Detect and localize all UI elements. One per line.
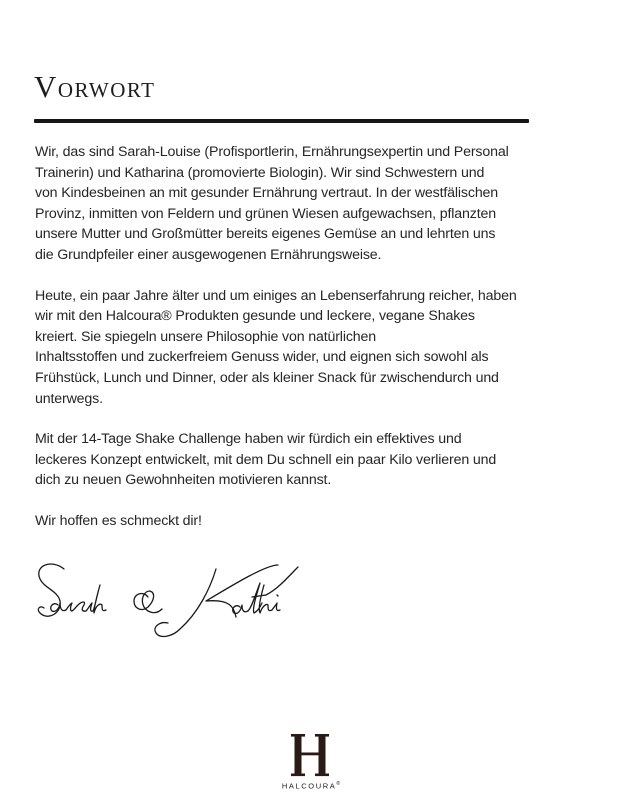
signature-word-athi (233, 583, 280, 613)
signature-flourish (266, 567, 298, 595)
text-line: Wir hoffen es schmeckt dir! (35, 512, 202, 529)
text-line: unterwegs. (35, 390, 103, 407)
text-line: wir mit den Halcoura® Produkten gesunde und leckere, vegane Shakes (35, 308, 475, 325)
text-line: dich zu neuen Gewohnheiten motivieren kannst. (35, 472, 332, 489)
text-line: Mit der 14-Tage Shake Challenge haben wir fürdich ein effektives und (35, 431, 462, 448)
text-line: Inhaltsstoffen und zuckerfreiem Genuss wider, und eignen sich sowohl als (35, 349, 489, 366)
text-line: Frühstück, Lunch und Dinner, oder als kleiner Snack für zwischendurch und (35, 369, 499, 386)
signature-sarah-kathi (30, 555, 300, 650)
logo-registered: ® (336, 781, 341, 787)
logo-brand: HALCOURA (281, 781, 337, 791)
text-line: von Kindesbeinen an mit gesunder Ernährung vertraut. In der westfälischen (35, 185, 499, 202)
page-title-rest: ORWORT (57, 78, 156, 102)
paragraph-closing (35, 511, 535, 532)
page-title-initial: V (34, 69, 58, 104)
text-line: Trainerin) und Katharina (promovierte Biologin). Wir sind Schwestern und (35, 164, 485, 181)
signature-ampersand (134, 591, 162, 613)
halcoura-h-mark (289, 733, 331, 777)
text-line: Provinz, inmitten von Feldern und grünen Wiesen aufgewachsen, pflanzten (35, 205, 496, 222)
text-line: die Grundpfeiler einer ausgewogenen Ernährungsweise. (35, 246, 382, 263)
signature-letter-k (155, 569, 216, 636)
text-line: unsere Mutter und Großmütter bereits eigenes Gemüse an und lehrten uns (35, 226, 496, 243)
text-line: kreiert. Sie spiegeln unsere Philosophie von natürlichen (35, 328, 376, 345)
text-line: Wir, das sind Sarah-Louise (Profisportlerin, Ernährungsexpertin und Personal (35, 144, 509, 160)
title-divider (34, 119, 529, 123)
text-line: leckeres Konzept entwickelt, mit dem Du schnell ein paar Kilo verlieren und (35, 451, 497, 468)
body-text (35, 142, 535, 552)
page-title (34, 70, 155, 107)
paragraph-products (35, 286, 535, 410)
text-line: Heute, ein paar Jahre älter und um einiges an Lebenserfahrung reicher, haben (35, 287, 517, 304)
paragraph-challenge (35, 429, 535, 491)
halcoura-logo (275, 733, 347, 793)
paragraph-intro (35, 142, 535, 266)
halcoura-wordmark (275, 781, 347, 791)
